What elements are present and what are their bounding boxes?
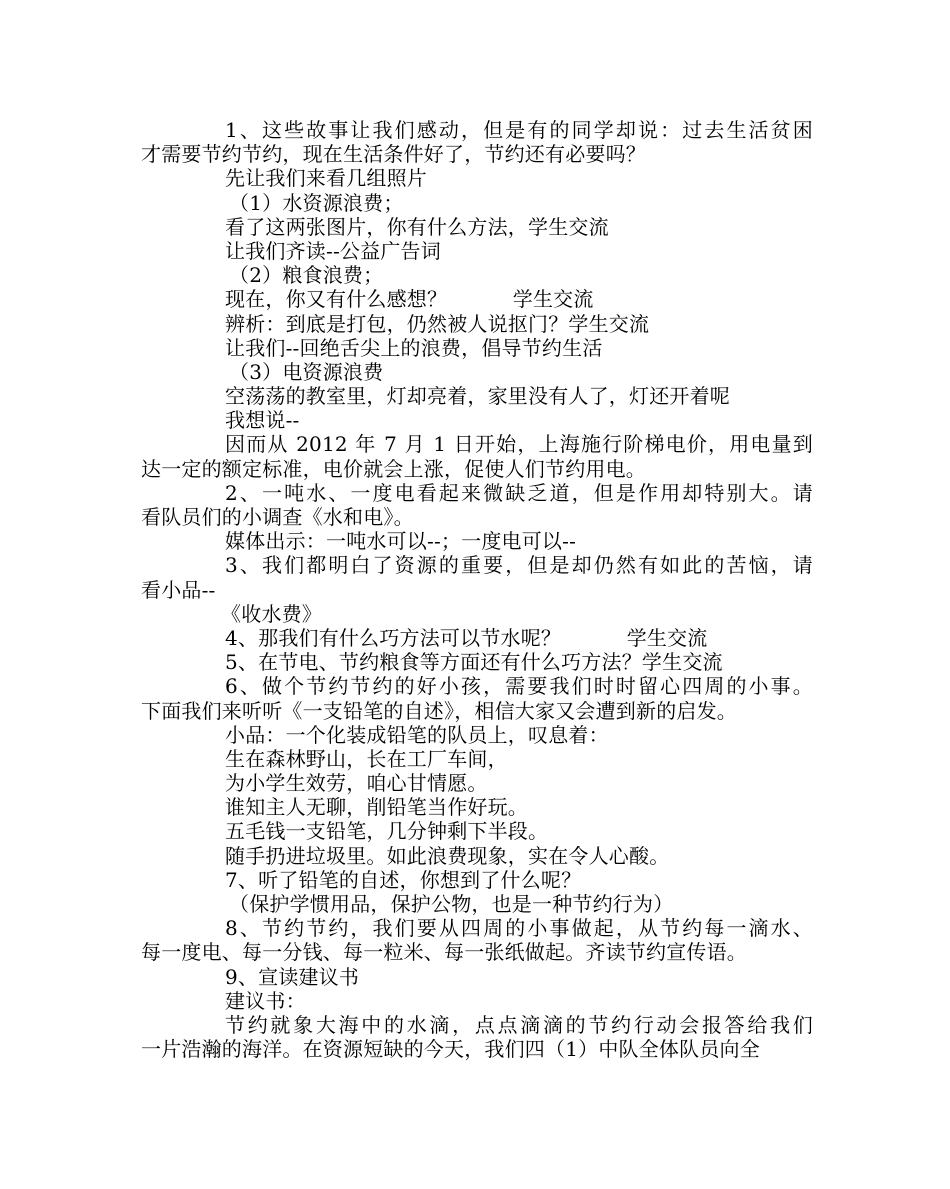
paragraph-line: 先让我们来看几组照片 [225, 166, 427, 191]
paragraph-line: 生在森林野山，长在工厂车间， [225, 746, 508, 771]
paragraph-line: 8、节约节约，我们要从四周的小事做起，从节约每一滴水、 [225, 916, 813, 941]
paragraph-line: （1）水资源浪费； [229, 190, 404, 215]
paragraph-line: 小品：一个化装成铅笔的队员上，叹息着： [225, 722, 609, 747]
paragraph-line: 媒体出示：一吨水可以--；一度电可以-- [225, 529, 577, 554]
paragraph-line: 空荡荡的教室里，灯却亮着，家里没有人了，灯还开着呢 [225, 384, 730, 409]
paragraph-line: 节约就象大海中的水滴，点点滴滴的节约行动会报答给我们 [225, 1012, 813, 1037]
paragraph-line: 建议书： [225, 988, 306, 1013]
paragraph-line: 5、在节电、节约粮食等方面还有什么巧方法？学生交流 [225, 650, 723, 675]
paragraph-line: 随手扔进垃圾里。如此浪费现象，实在令人心酸。 [225, 843, 670, 868]
paragraph-line: 6、做个节约节约的好小孩，需要我们时时留心四周的小事。 [225, 674, 813, 699]
paragraph-line: 1、这些故事让我们感动，但是有的同学却说：过去生活贫困 [225, 118, 813, 142]
paragraph-line: 我想说-- [225, 408, 300, 433]
paragraph-line: 现在，你又有什么感想？ 学生交流 [225, 287, 594, 312]
paragraph-line: 《收水费》 [221, 601, 322, 626]
paragraph-line: 2、一吨水、一度电看起来微缺乏道，但是作用却特别大。请 [225, 480, 813, 505]
paragraph-line: 五毛钱一支铅笔，几分钟剩下半段。 [225, 819, 549, 844]
paragraph-line: 看小品-- [141, 577, 216, 602]
paragraph-line: 因而从 2012 年 7 月 1 日开始，上海施行阶梯电价，用电量到 [225, 432, 813, 457]
paragraph-line: （2）粮食浪费； [229, 263, 384, 288]
paragraph-line: 达一定的额定标准，电价就会上涨，促使人们节约用电。 [141, 456, 646, 481]
paragraph-line: 9、宣读建议书 [225, 964, 360, 989]
paragraph-line: 让我们--回绝舌尖上的浪费，倡导节约生活 [225, 335, 603, 360]
document-body [141, 118, 813, 1061]
paragraph-line: （3）电资源浪费 [229, 359, 384, 384]
paragraph-line: 每一度电、每一分钱、每一粒米、每一张纸做起。齐读节约宣传语。 [141, 940, 747, 965]
paragraph-line: （保护学惯用品，保护公物，也是一种节约行为） [229, 892, 674, 916]
paragraph-line: 辨析：到底是打包，仍然被人说抠门？学生交流 [225, 311, 650, 336]
paragraph-line: 3、我们都明白了资源的重要，但是却仍然有如此的苦恼，请 [225, 553, 813, 578]
paragraph-line: 才需要节约节约，现在生活条件好了，节约还有必要吗？ [141, 142, 646, 167]
paragraph-line: 看了这两张图片，你有什么方法，学生交流 [225, 214, 609, 239]
paragraph-line: 7、听了铅笔的自述，你想到了什么呢？ [225, 867, 582, 892]
paragraph-line: 谁知主人无聊，削铅笔当作好玩。 [225, 795, 528, 820]
paragraph-line: 下面我们来听听《一支铅笔的自述》，相信大家又会遭到新的启发。 [141, 698, 737, 723]
paragraph-line: 看队员们的小调查《水和电》。 [141, 505, 414, 529]
paragraph-line: 一片浩瀚的海洋。在资源短缺的今天，我们四（1）中队全体队员向全 [141, 1037, 760, 1062]
paragraph-line: 为小学生效劳，咱心甘情愿。 [225, 771, 488, 796]
paragraph-line: 4、那我们有什么巧方法可以节水呢？ 学生交流 [225, 625, 708, 650]
paragraph-line: 让我们齐读--公益广告词 [225, 238, 441, 263]
